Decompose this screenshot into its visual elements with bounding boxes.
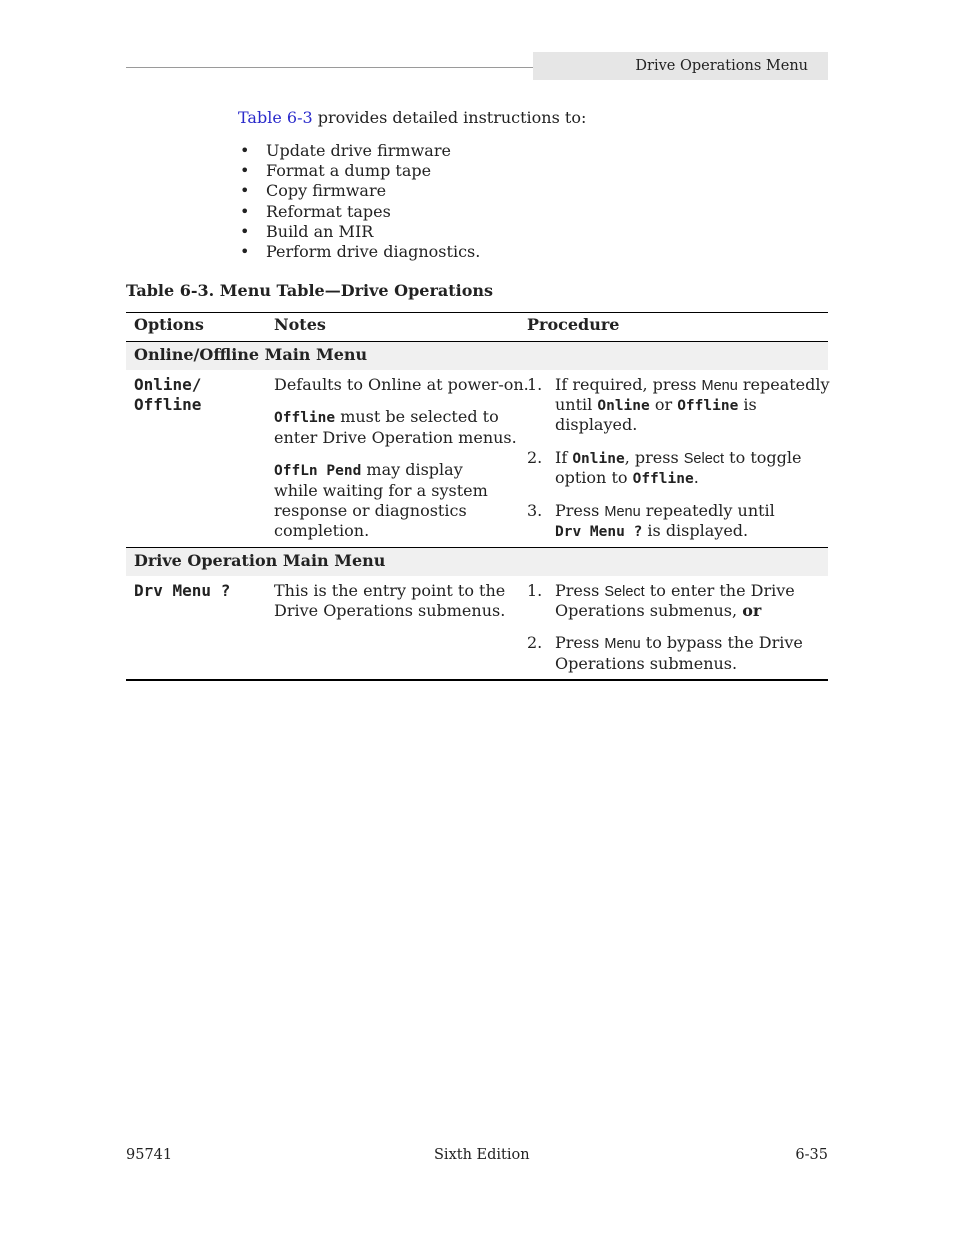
step-text: Press Select to enter the Drive — [555, 581, 795, 600]
bullet-glyph: • — [240, 181, 250, 201]
option-code: Offline — [134, 395, 202, 414]
footer-doc-number: 95741 — [126, 1147, 173, 1163]
note-text: OffLn Pend may display — [274, 460, 463, 479]
bullet-glyph: • — [240, 241, 250, 261]
note-text: Drive Operations submenus. — [274, 601, 506, 620]
note-text: completion. — [274, 521, 370, 540]
option-code: Drv Menu ? — [134, 581, 231, 600]
code-text: Online — [597, 398, 650, 414]
key-label: Menu — [604, 636, 641, 652]
code-text: Drv Menu ? — [555, 524, 643, 540]
table-top-rule — [126, 312, 828, 313]
step-text: until Online or Offline is — [555, 395, 757, 414]
step-text: If required, press Menu repeatedly — [555, 375, 830, 394]
key-label: Select — [604, 584, 645, 600]
table-caption: Table 6-3. Menu Table—Drive Operations — [126, 281, 494, 300]
bullet-glyph: • — [240, 201, 250, 221]
list-item: • Copy firmware — [240, 181, 387, 201]
column-header-options: Options — [134, 315, 204, 334]
code-text: OffLn Pend — [274, 463, 362, 479]
bold-text: or — [742, 601, 762, 620]
column-header-notes: Notes — [274, 315, 326, 334]
intro-paragraph — [238, 108, 586, 128]
code-text: Offline — [632, 471, 694, 487]
list-item: • Build an MIR — [240, 221, 374, 241]
table-bottom-rule — [126, 679, 828, 681]
option-code: Online/ — [134, 375, 202, 394]
step-number: 3. — [527, 501, 543, 520]
intro-text: provides detailed instructions to: — [312, 108, 587, 127]
code-text: Offline — [677, 398, 739, 414]
note-text: enter Drive Operation menus. — [274, 428, 517, 447]
list-item: • Perform drive diagnostics. — [240, 241, 481, 261]
section-title: Drive Operation Main Menu — [134, 551, 386, 570]
step-text: Press Menu to bypass the Drive — [555, 633, 803, 652]
bullet-glyph: • — [240, 221, 250, 241]
footer-page-number: 6-35 — [795, 1147, 828, 1163]
step-text: If Online, press Select to toggle — [555, 448, 802, 467]
step-number: 2. — [527, 633, 543, 652]
list-item: • Update drive firmware — [240, 141, 451, 160]
code-text: Online — [572, 451, 625, 467]
list-item: • Format a dump tape — [240, 161, 432, 181]
step-number: 1. — [527, 581, 543, 600]
step-number: 1. — [527, 375, 543, 394]
key-label: Select — [683, 451, 725, 467]
note-text: while waiting for a system — [274, 481, 488, 500]
running-header: Drive Operations Menu — [533, 52, 828, 80]
section-title: Online/Offline Main Menu — [134, 345, 368, 364]
step-text: Operations submenus, or — [555, 601, 762, 620]
note-text: response or diagnostics — [274, 501, 467, 520]
footer-edition: Sixth Edition — [434, 1147, 530, 1163]
key-label: Menu — [701, 378, 738, 394]
step-text: Operations submenus. — [555, 654, 738, 673]
table-link[interactable]: Table 6-3 — [238, 108, 313, 127]
bullet-glyph: • — [240, 161, 250, 181]
column-header-procedure: Procedure — [527, 315, 620, 334]
key-label: Menu — [604, 504, 641, 520]
bullet-glyph: • — [240, 141, 250, 160]
list-item: • Reformat tapes — [240, 201, 391, 221]
code-text: Offline — [274, 410, 336, 426]
header-rule — [126, 67, 533, 68]
step-text: option to Offline. — [555, 468, 699, 487]
note-text: This is the entry point to the — [274, 581, 506, 600]
step-text: displayed. — [555, 415, 638, 434]
bullet-list — [238, 141, 480, 262]
note-text: Defaults to Online at power-on. — [274, 375, 529, 394]
step-number: 2. — [527, 448, 543, 467]
step-text: Drv Menu ? is displayed. — [555, 521, 749, 540]
note-text: Offline must be selected to — [274, 407, 499, 426]
step-text: Press Menu repeatedly until — [555, 501, 775, 520]
